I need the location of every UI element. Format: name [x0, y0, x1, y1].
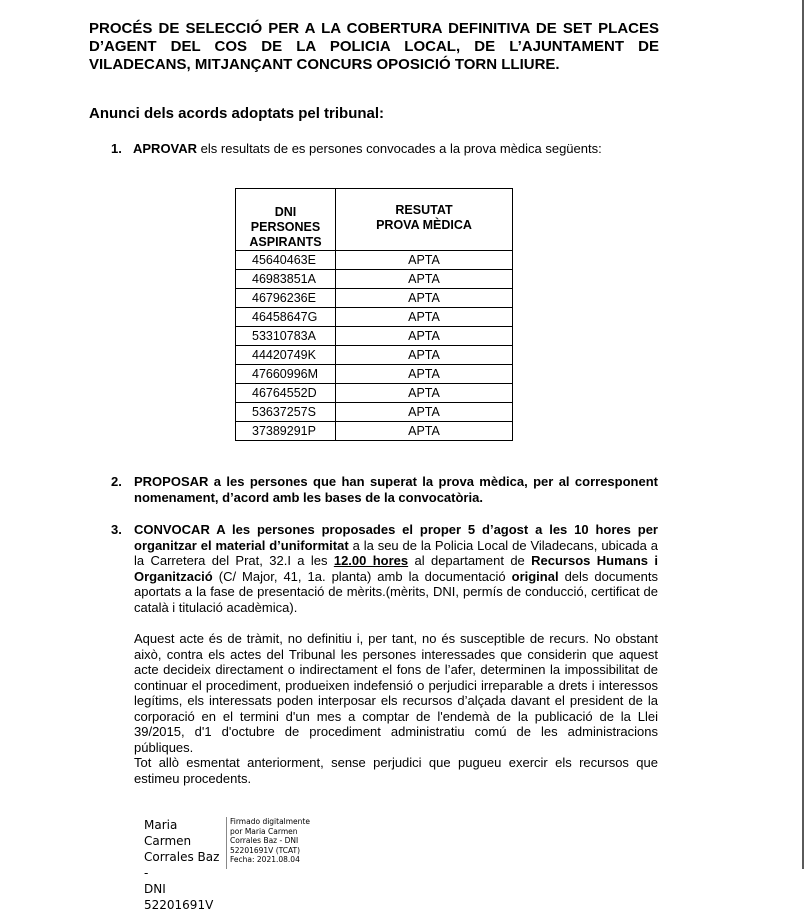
cell-result: APTA [336, 270, 513, 289]
cell-result: APTA [336, 384, 513, 403]
header-line: PERSONES [250, 220, 321, 234]
item-3-lead: CONVOCAR A les persones proposades el proper 5 d’agost a les 10 hores per organitzar el material d’uniformitat [134, 522, 658, 553]
cell-dni: 46796236E [236, 289, 336, 308]
table-row [236, 251, 513, 270]
item-3-part1: a la seu de la Policia Local de Viladecans, ubicada a la Carretera del Prat, 32.I a les [134, 537, 658, 568]
signature-detail-line: por Maria Carmen [230, 826, 298, 836]
medical-results-table [235, 188, 513, 441]
signature-detail-line: 52201691V (TCAT) [230, 845, 301, 855]
cell-dni: 44420749K [236, 346, 336, 365]
agreement-item-2: PROPOSAR a les persones que han superat la prova mèdica, per al corresponent nomenament, d’acord amb les bases de la convocatòria. [134, 474, 658, 505]
cell-result: APTA [336, 251, 513, 270]
item-3-original: original [511, 568, 559, 584]
table-row [236, 270, 513, 289]
signature-divider [226, 817, 227, 869]
table-row [236, 365, 513, 384]
cell-dni: 53310783A [236, 327, 336, 346]
item-text [133, 141, 602, 157]
signer-name [144, 817, 224, 913]
header-line: DNI [274, 205, 297, 219]
table-row [236, 346, 513, 365]
window-frame-edge [802, 0, 804, 869]
header-line: PROVA MÈDICA [376, 218, 472, 232]
cell-result: APTA [336, 289, 513, 308]
cell-dni: 46458647G [236, 308, 336, 327]
title-line-2: D’AGENT DEL COS DE LA POLICIA LOCAL, DE L’AJUNTAMENT DE [89, 38, 659, 55]
cell-result: APTA [336, 422, 513, 441]
table-row [236, 289, 513, 308]
cell-result: APTA [336, 365, 513, 384]
item-3-part3: (C/ Major, 41, 1a. planta) amb la documentació [212, 568, 512, 584]
table-header-row [236, 189, 513, 251]
signer-name-line: Maria Carmen [144, 818, 192, 848]
signature-detail-line: Corrales Baz - DNI [230, 836, 299, 845]
signer-name-line: Corrales Baz - [144, 850, 220, 880]
table-row [236, 384, 513, 403]
item-lead: APROVAR [133, 141, 198, 156]
cell-dni: 53637257S [236, 403, 336, 422]
cell-result: APTA [336, 346, 513, 365]
table-row [236, 308, 513, 327]
cell-result: APTA [336, 403, 513, 422]
closing-paragraph: Tot allò esmentat anteriorment, sense perjudici que pugueu exercir els recursos que estimeu procedents. [134, 755, 658, 786]
cell-dni: 46764552D [236, 384, 336, 403]
signature-details [230, 817, 320, 869]
item-2-number: 2. [111, 474, 122, 489]
table-row [236, 422, 513, 441]
column-header-result [336, 189, 513, 251]
cell-dni: 45640463E [236, 251, 336, 270]
header-line: ASPIRANTS [249, 235, 322, 249]
column-header-dni [236, 189, 336, 251]
title-line-3: VILADECANS, MITJANÇANT CONCURS OPOSICIÓ TORN LLIURE. [89, 56, 560, 73]
item-number: 1. [111, 141, 122, 156]
legal-paragraph-block [134, 631, 658, 786]
document-title [89, 20, 659, 74]
item-3-part4: dels documents aportats a la fase de presentació de mèrits.(mèrits, DNI, permís de conducció, certificat de català i titulació acadèmica). [134, 568, 658, 615]
item-3-department: Recursos Humans i Organització [134, 553, 658, 584]
cell-result: APTA [336, 308, 513, 327]
cell-dni: 37389291P [236, 422, 336, 441]
table-row [236, 327, 513, 346]
item-3-number: 3. [111, 522, 122, 537]
signer-name-line: DNI 52201691V [144, 882, 214, 912]
header-line: RESUTAT [395, 203, 453, 217]
title-line-1: PROCÉS DE SELECCIÓ PER A LA COBERTURA DEFINITIVA DE SET PLACES [89, 20, 659, 37]
item-body: els resultats de es persones convocades a la prova mèdica següents: [197, 141, 602, 156]
signature-detail-line: Firmado digitalmente [230, 817, 310, 826]
item-3-part2: al departament de [408, 553, 532, 568]
appeal-paragraph: Aquest acte és de tràmit, no definitiu i, per tant, no és susceptible de recurs. No obstant això, contra els actes del Tribunal les persones interessades que considerin que aquest acte decideix directament o indirectament el fons de l’afer, determinen la impossibilitat de continuar el procediment, produeixen indefensió o perjudici irreparable a drets i interessos legítims, els interessats poden interposar els recursos d’alçada davant el president de la corporació en el termini d'un mes a comptar de l'endemà de la publicació de la Llei 39/2015, d'1 d'octubre de procediment administratiu comú de les administracions públiques. [134, 631, 658, 755]
signature-detail-line: Fecha: 2021.08.04 [230, 855, 300, 864]
table-row [236, 403, 513, 422]
cell-dni: 46983851A [236, 270, 336, 289]
item-3-hour: 12.00 hores [333, 553, 409, 568]
agreement-item-3 [134, 522, 658, 615]
cell-result: APTA [336, 327, 513, 346]
cell-dni: 47660996M [236, 365, 336, 384]
announcement-subtitle: Anunci dels acords adoptats pel tribunal: [89, 105, 385, 122]
